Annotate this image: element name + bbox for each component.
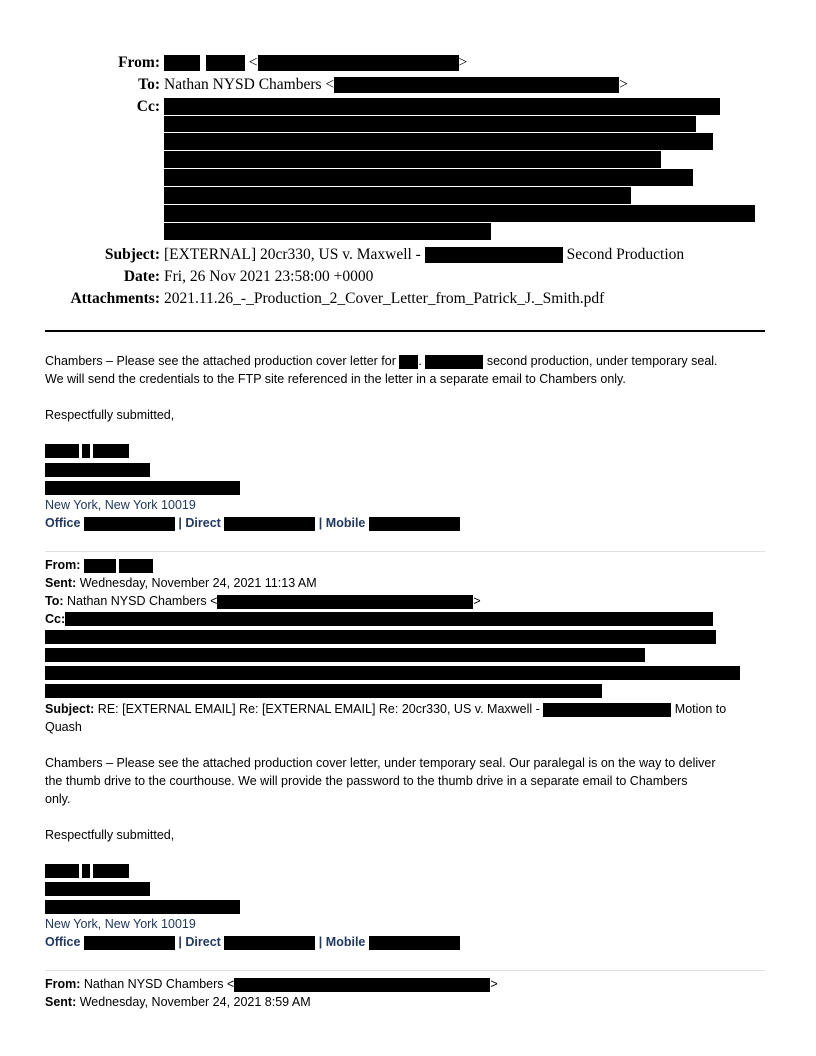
- subject-label: Subject:: [104, 246, 160, 263]
- signature-address: New York, New York 10019: [45, 917, 196, 931]
- redaction: [425, 247, 563, 263]
- redaction: [84, 517, 175, 531]
- redaction: [164, 133, 713, 150]
- redaction: [93, 444, 129, 458]
- signature-phones: Office | Direct | Mobile: [45, 933, 460, 951]
- cc-label: Cc:: [136, 98, 160, 115]
- redaction: [217, 595, 473, 609]
- date-value: Fri, 26 Nov 2021 23:58:00 +0000: [164, 268, 374, 285]
- redaction: [164, 205, 755, 222]
- message-divider: [45, 970, 765, 971]
- redaction: [164, 169, 693, 186]
- redaction: [82, 444, 90, 458]
- redaction: [45, 666, 740, 680]
- redaction: [164, 55, 200, 71]
- redaction: [164, 223, 491, 240]
- redaction: [234, 978, 490, 992]
- body-line: We will send the credentials to the FTP site referenced in the letter in a separate email to Chambers only.: [45, 372, 626, 386]
- redaction: [543, 703, 671, 717]
- quoted-sent-row: Sent: Wednesday, November 24, 2021 8:59 AM: [45, 995, 311, 1009]
- to-value: Nathan NYSD Chambers < >: [164, 76, 628, 93]
- redaction: [399, 355, 418, 369]
- quoted-subject-row: Subject: RE: [EXTERNAL EMAIL] Re: [EXTERNAL EMAIL] Re: 20cr330, US v. Maxwell - Motion to: [45, 702, 727, 716]
- redaction: [82, 864, 90, 878]
- redaction: [45, 630, 716, 644]
- signature-address: New York, New York 10019: [45, 498, 196, 512]
- redaction: [93, 864, 129, 878]
- body-line: only.: [45, 792, 71, 806]
- redaction: [119, 559, 153, 573]
- from-label: From:: [118, 54, 160, 71]
- subject-value: [EXTERNAL] 20cr330, US v. Maxwell - Second Production: [164, 246, 685, 263]
- redaction: [206, 55, 245, 71]
- redaction: [334, 77, 619, 93]
- quoted-subject-cont: Quash: [45, 720, 82, 734]
- redaction: [45, 684, 602, 698]
- from-value: < >: [164, 54, 467, 72]
- message-divider: [45, 551, 765, 552]
- quoted-to-row: To: Nathan NYSD Chambers < >: [45, 594, 481, 608]
- quoted-from-row: From: Nathan NYSD Chambers < >: [45, 977, 498, 991]
- body-line: Chambers – Please see the attached production cover letter for . second production, under temporary seal.: [45, 354, 718, 368]
- redaction: [45, 864, 79, 878]
- redaction: [164, 116, 696, 132]
- redaction: [84, 936, 175, 950]
- body-line: Chambers – Please see the attached production cover letter, under temporary seal. Our paralegal is on the way to deliver: [45, 756, 716, 770]
- redaction: [164, 187, 631, 204]
- redaction: [45, 648, 645, 662]
- attachment-link[interactable]: 2021.11.26_-_Production_2_Cover_Letter_from_Patrick_J._Smith.pdf: [164, 290, 605, 307]
- closing-text: Respectfully submitted,: [45, 408, 175, 422]
- redaction: [65, 612, 713, 626]
- redaction: [224, 936, 315, 950]
- redaction: [84, 559, 116, 573]
- redaction: [45, 481, 240, 495]
- quoted-from-row: From:: [45, 556, 153, 574]
- date-label: Date:: [123, 268, 160, 285]
- quoted-sent-row: Sent: Wednesday, November 24, 2021 11:13 AM: [45, 576, 317, 590]
- header-divider: [45, 330, 765, 332]
- redaction: [425, 355, 483, 369]
- redaction: [164, 151, 661, 168]
- quoted-cc-row: Cc:: [45, 612, 66, 626]
- attachments-label: Attachments:: [70, 290, 160, 307]
- redaction: [369, 936, 460, 950]
- to-label: To:: [138, 76, 160, 93]
- redaction: [45, 463, 150, 477]
- body-line: the thumb drive to the courthouse. We will provide the password to the thumb drive in a separate email to Chambers: [45, 774, 688, 788]
- closing-text: Respectfully submitted,: [45, 828, 175, 842]
- redaction: [45, 444, 79, 458]
- redaction: [45, 900, 240, 914]
- redaction: [164, 98, 720, 115]
- redaction: [224, 517, 315, 531]
- redaction: [258, 55, 459, 71]
- redaction: [369, 517, 460, 531]
- signature-phones: Office | Direct | Mobile: [45, 514, 460, 532]
- redaction: [45, 882, 150, 896]
